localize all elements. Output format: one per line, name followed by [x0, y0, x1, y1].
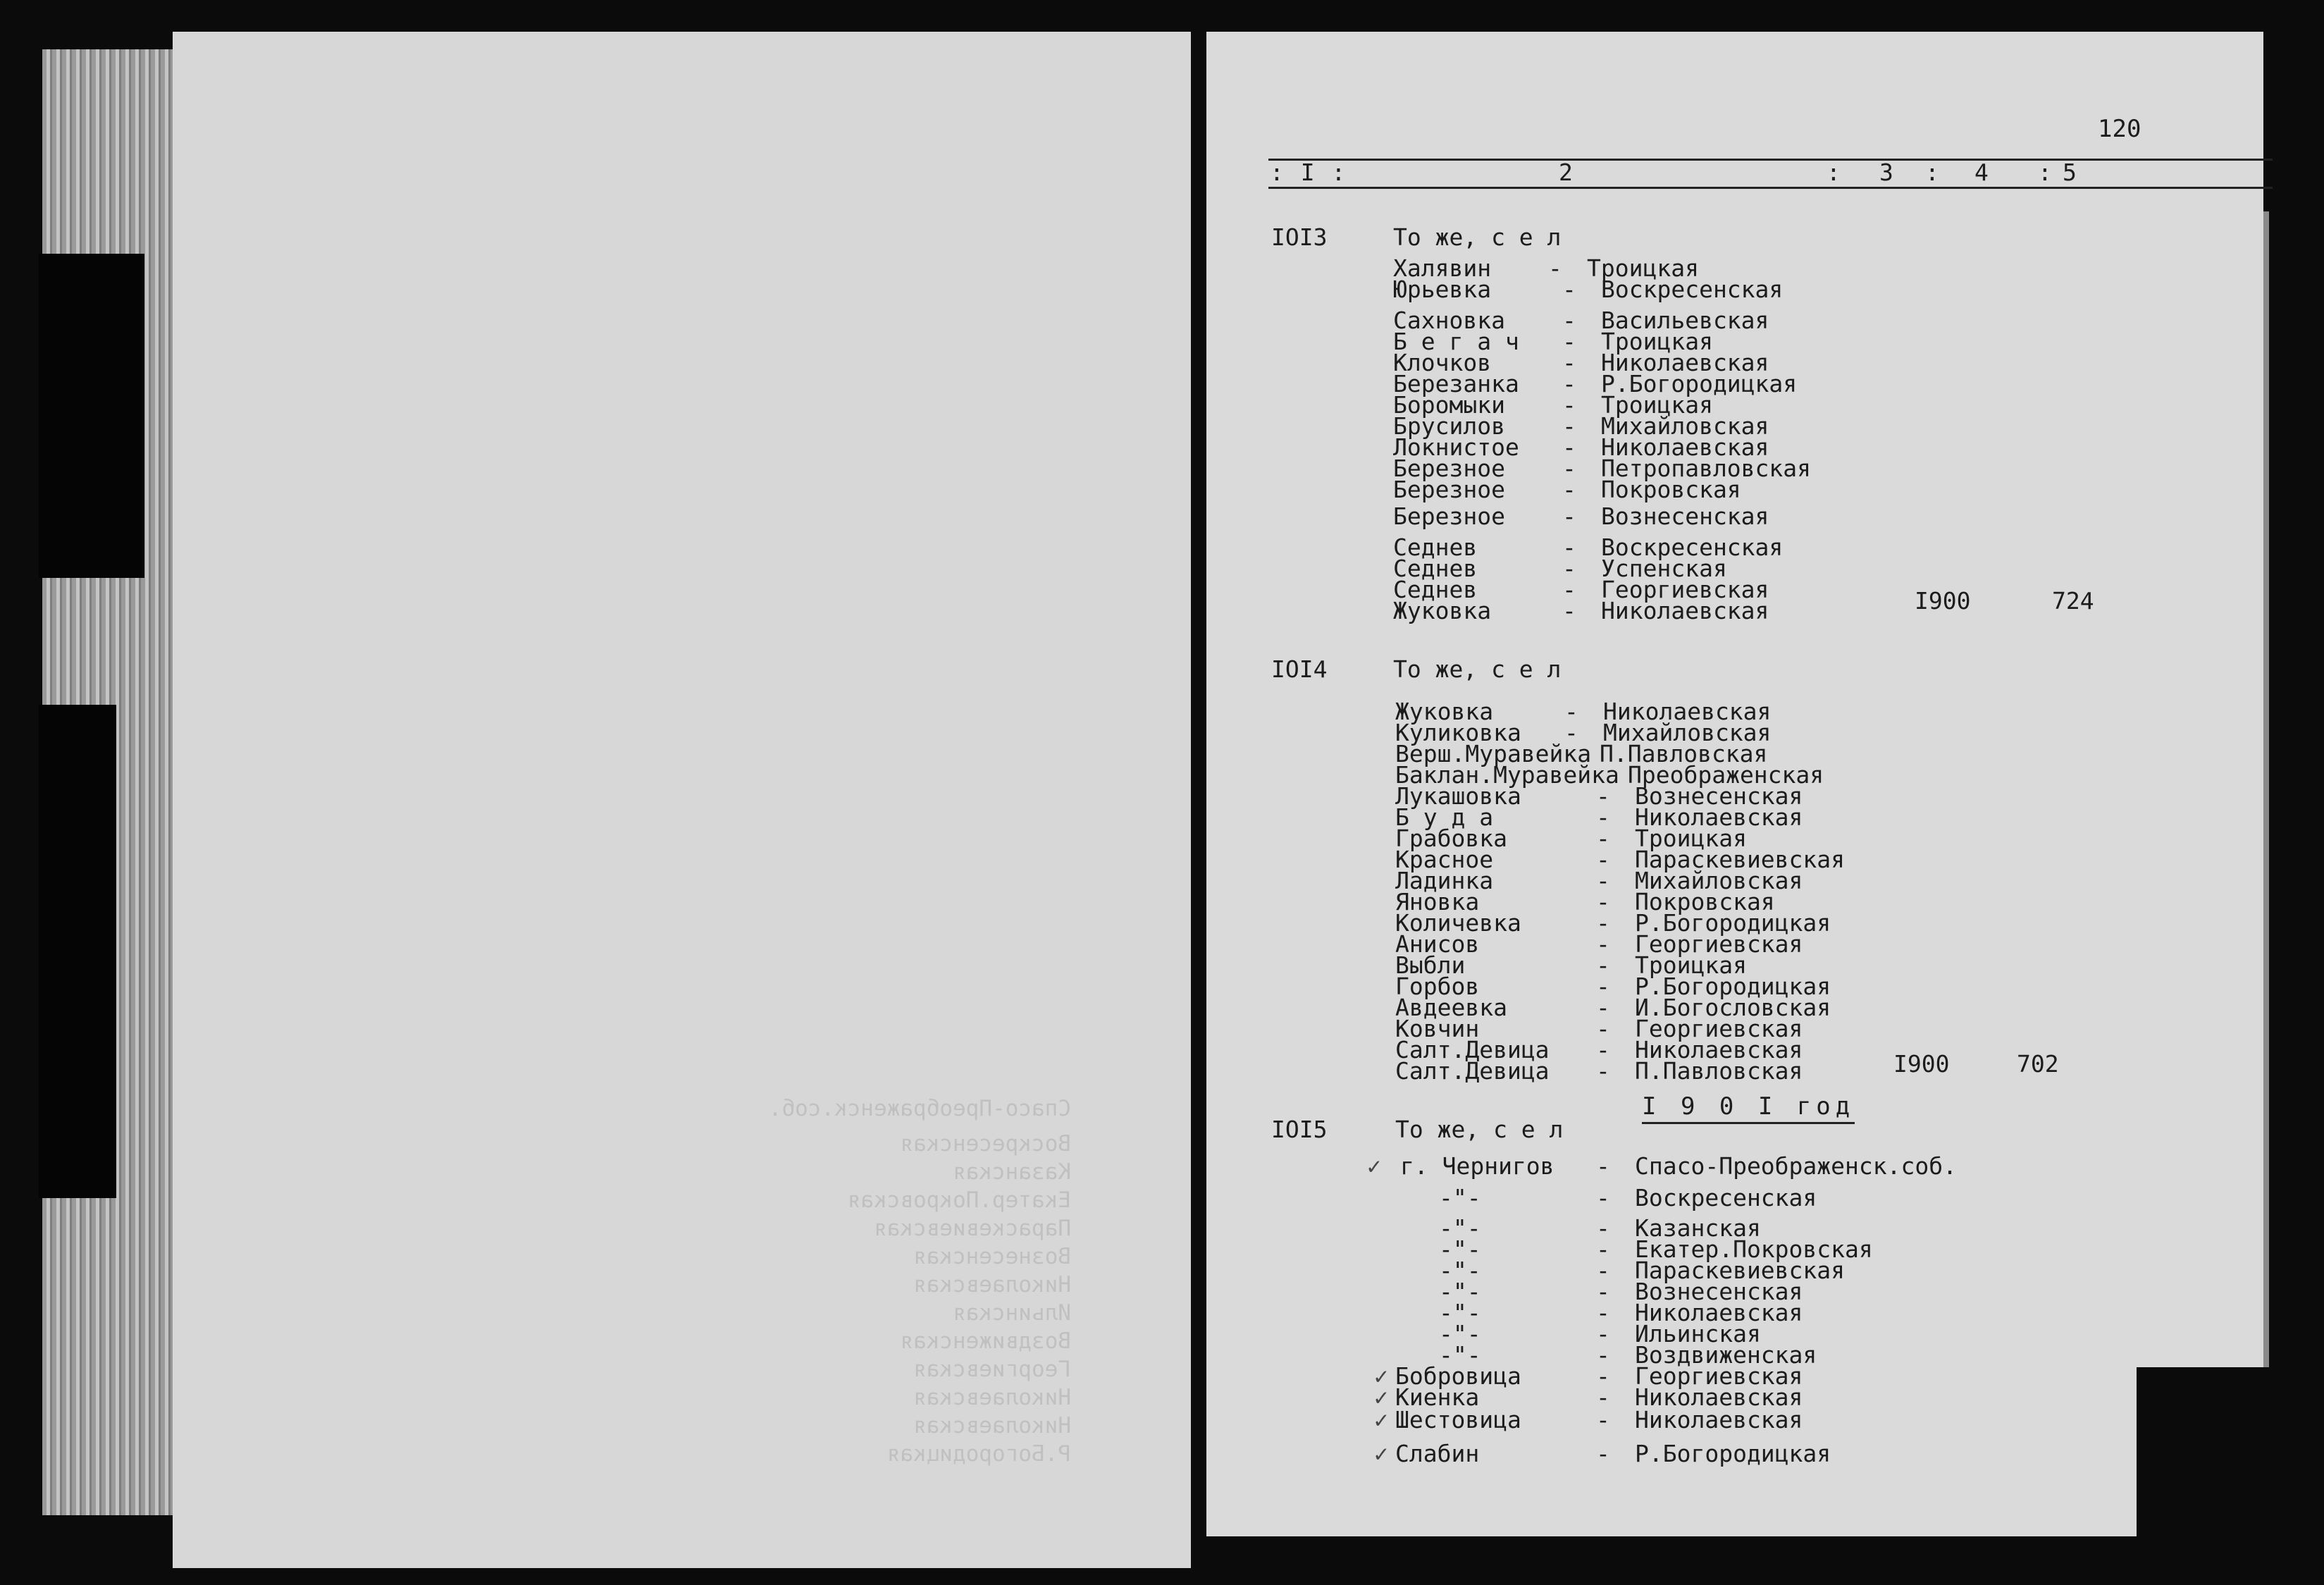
village-name: г. Чернигов [1400, 1152, 1555, 1180]
ghost-line: Николаевская [913, 1385, 1071, 1410]
dash: - [1564, 719, 1578, 746]
dash: - [1596, 1406, 1610, 1433]
dash: - [1564, 698, 1578, 725]
church-name: Казанская [1635, 1214, 1761, 1242]
village-name: Локнистое [1393, 433, 1519, 461]
church-name: П.Павловская [1635, 1057, 1803, 1085]
ghost-line: Казанская [953, 1159, 1071, 1185]
ghost-line: Спасо-Преображенск.соб. [768, 1096, 1071, 1121]
ghost-line: Ильинская [953, 1300, 1071, 1326]
checkmark-icon: ✓ [1367, 1152, 1381, 1180]
column-header-1: : I : [1270, 159, 1347, 186]
church-name: Георгиевская [1635, 1362, 1803, 1390]
dash: - [1562, 307, 1576, 334]
church-name: Вознесенская [1601, 502, 1769, 530]
dash: - [1596, 1341, 1610, 1369]
dash: - [1562, 555, 1576, 582]
church-name: Р.Богородицкая [1635, 973, 1831, 1000]
year-start: I900 [1893, 1050, 1950, 1078]
church-name: Георгиевская [1635, 1015, 1803, 1042]
church-name: Николаевская [1635, 803, 1803, 831]
dash: - [1596, 1152, 1610, 1180]
scan-mask [39, 254, 144, 578]
dash: - [1596, 803, 1610, 831]
dash: - [1596, 1320, 1610, 1347]
village-name: Яновка [1395, 888, 1480, 915]
dash: - [1596, 1257, 1610, 1284]
dash: - [1562, 349, 1576, 376]
table-row [1395, 1406, 1803, 1433]
village-name: Салт.Девица [1395, 1036, 1550, 1063]
dash: - [1562, 476, 1576, 503]
entry-number: IOI5 [1271, 1116, 1328, 1143]
year-start: I900 [1915, 587, 1971, 615]
dash: - [1562, 502, 1576, 530]
ghost-line: Воздвиженская [900, 1328, 1071, 1354]
church-name: Васильевская [1601, 307, 1769, 334]
church-name: И.Богословская [1635, 994, 1831, 1021]
table-row [1439, 1184, 1817, 1211]
bleed-through-text [173, 32, 1191, 1568]
village-name: Боромыки [1393, 391, 1505, 419]
village-name: Лукашовка [1395, 782, 1521, 810]
village-name: Ладинка [1395, 867, 1494, 894]
village-name: Верш.Муравейка [1395, 740, 1592, 767]
dash: - [1596, 1299, 1610, 1326]
checkmark-icon: ✓ [1374, 1362, 1388, 1390]
column-separator: : [2038, 159, 2053, 186]
village-name: Слабин [1395, 1440, 1480, 1467]
dash: - [1596, 909, 1610, 937]
dash: - [1562, 576, 1576, 603]
church-name: П.Павловская [1600, 740, 1768, 767]
church-name: Троицкая [1635, 825, 1747, 852]
church-name: Параскевиевская [1635, 1257, 1846, 1284]
year-heading: I 9 0 I год [1642, 1092, 1855, 1124]
ghost-line: Георгиевская [913, 1357, 1071, 1382]
checkmark-icon: ✓ [1374, 1440, 1388, 1467]
church-name: Николаевская [1635, 1036, 1803, 1063]
village-name: Брусилов [1393, 412, 1505, 440]
column-separator: : [1925, 159, 1941, 186]
village-name: Грабовка [1395, 825, 1507, 852]
church-name: Михайловская [1601, 412, 1769, 440]
dash: - [1596, 846, 1610, 873]
church-name: Р.Богородицкая [1635, 909, 1831, 937]
ghost-line: Параскевиевская [874, 1216, 1071, 1241]
column-header-5: 5 [2063, 159, 2078, 186]
entry-number: IOI3 [1271, 223, 1328, 251]
church-name: Михайловская [1603, 719, 1772, 746]
ghost-line: Воскресенская [900, 1131, 1071, 1157]
year-end: 724 [2052, 587, 2094, 615]
village-name: Салт.Девица [1395, 1057, 1550, 1085]
village-name: Куликовка [1395, 719, 1521, 746]
church-name: Троицкая [1601, 328, 1713, 355]
village-name: Выбли [1395, 951, 1466, 979]
village-name: -"- [1439, 1341, 1481, 1369]
village-name: Жуковка [1393, 597, 1492, 624]
column-separator: : [1827, 159, 1842, 186]
table-row [1393, 502, 1769, 530]
church-name: Параскевиевская [1635, 846, 1846, 873]
village-name: Киенка [1395, 1383, 1480, 1411]
dash: - [1596, 1383, 1610, 1411]
right-page [1206, 32, 2263, 1536]
dash: - [1562, 276, 1576, 303]
dash: - [1596, 782, 1610, 810]
left-page [173, 32, 1191, 1568]
village-name: Б у д а [1395, 803, 1494, 831]
dash: - [1596, 1057, 1610, 1085]
village-name: -"- [1439, 1184, 1481, 1211]
village-name: Березное [1393, 502, 1505, 530]
church-name: Вознесенская [1635, 782, 1803, 810]
dash: - [1562, 455, 1576, 482]
dash: - [1562, 391, 1576, 419]
church-name: Николаевская [1635, 1406, 1803, 1433]
dash: - [1562, 433, 1576, 461]
village-name: Халявин [1393, 254, 1492, 282]
dash: - [1562, 370, 1576, 397]
village-name: -"- [1439, 1214, 1481, 1242]
dash: - [1596, 825, 1610, 852]
church-name: Спасо-Преображенск.соб. [1635, 1152, 1957, 1180]
village-name: Количевка [1395, 909, 1521, 937]
table-row [1393, 597, 1769, 624]
church-name: Воскресенская [1601, 534, 1784, 561]
church-name: Троицкая [1601, 391, 1713, 419]
year-end: 702 [2017, 1050, 2059, 1078]
dash: - [1596, 888, 1610, 915]
dash: - [1596, 973, 1610, 1000]
church-name: Троицкая [1587, 254, 1699, 282]
dash: - [1548, 254, 1562, 282]
church-name: Р.Богородицкая [1635, 1440, 1831, 1467]
village-name: Березанка [1393, 370, 1519, 397]
church-name: Воскресенская [1635, 1184, 1817, 1211]
church-name: Ильинская [1635, 1320, 1761, 1347]
table-row [1395, 1440, 1831, 1467]
dash: - [1596, 1184, 1610, 1211]
checkmark-icon: ✓ [1374, 1406, 1388, 1433]
church-name: Р.Богородицкая [1601, 370, 1798, 397]
church-name: Троицкая [1635, 951, 1747, 979]
column-header-3: 3 [1879, 159, 1895, 186]
village-name: Б е г а ч [1393, 328, 1519, 355]
dash: - [1596, 1214, 1610, 1242]
village-name: -"- [1439, 1235, 1481, 1263]
village-name: -"- [1439, 1257, 1481, 1284]
village-name: -"- [1439, 1278, 1481, 1305]
village-name: -"- [1439, 1299, 1481, 1326]
church-name: Екатер.Покровская [1635, 1235, 1873, 1263]
church-name: Покровская [1601, 476, 1741, 503]
church-name: Николаевская [1601, 433, 1769, 461]
dash: - [1596, 1036, 1610, 1063]
column-header-2: 2 [1559, 159, 1574, 186]
church-name: Воздвиженская [1635, 1341, 1817, 1369]
ghost-line: Николаевская [913, 1413, 1071, 1438]
village-name: Ковчин [1395, 1015, 1480, 1042]
section-title: То же, с е л [1393, 655, 1562, 683]
church-name: Николаевская [1635, 1383, 1803, 1411]
church-name: Георгиевская [1601, 576, 1769, 603]
village-name: Седнев [1393, 555, 1478, 582]
column-header-4: 4 [1974, 159, 1990, 186]
table-row [1393, 276, 1784, 303]
table-row [1393, 476, 1741, 503]
entry-number: IOI4 [1271, 655, 1328, 683]
village-name: Горбов [1395, 973, 1480, 1000]
village-name: Сахновка [1393, 307, 1505, 334]
church-name: Успенская [1601, 555, 1727, 582]
church-name: Николаевская [1635, 1299, 1803, 1326]
table-row [1395, 1057, 1803, 1085]
dash: - [1562, 412, 1576, 440]
dash: - [1596, 1362, 1610, 1390]
table-row [1400, 1152, 1957, 1180]
section-title: То же, с е л [1395, 1116, 1564, 1143]
church-name: Вознесенская [1635, 1278, 1803, 1305]
village-name: Березное [1393, 455, 1505, 482]
village-name: Юрьевка [1393, 276, 1492, 303]
dash: - [1596, 1440, 1610, 1467]
dash: - [1596, 867, 1610, 894]
dash: - [1562, 328, 1576, 355]
village-name: Авдеевка [1395, 994, 1507, 1021]
village-name: Жуковка [1395, 698, 1494, 725]
ghost-line: Екатер.Покровская [847, 1188, 1071, 1213]
dash: - [1596, 994, 1610, 1021]
header-rule-bottom [1268, 187, 2273, 189]
dash: - [1596, 1015, 1610, 1042]
dash: - [1596, 951, 1610, 979]
church-name: Николаевская [1601, 597, 1769, 624]
dash: - [1596, 1235, 1610, 1263]
village-name: Клочков [1393, 349, 1492, 376]
dash: - [1562, 534, 1576, 561]
section-title: То же, с е л [1393, 223, 1562, 251]
dash: - [1596, 1278, 1610, 1305]
page-number: 120 [2098, 115, 2141, 143]
torn-corner [2137, 1367, 2277, 1550]
header-rule-top [1268, 159, 2273, 161]
village-name: Баклан.Муравейка [1395, 761, 1619, 789]
church-name: Петропавловская [1601, 455, 1812, 482]
ghost-line: Вознесенская [913, 1244, 1071, 1269]
ghost-line: Николаевская [913, 1272, 1071, 1297]
checkmark-icon: ✓ [1374, 1383, 1388, 1411]
dash: - [1596, 930, 1610, 958]
village-name: -"- [1439, 1320, 1481, 1347]
village-name: Анисов [1395, 930, 1480, 958]
village-name: Бобровица [1395, 1362, 1521, 1390]
village-name: Седнев [1393, 576, 1478, 603]
village-name: Шестовица [1395, 1406, 1521, 1433]
church-name: Николаевская [1601, 349, 1769, 376]
church-name: Воскресенская [1601, 276, 1784, 303]
church-name: Николаевская [1603, 698, 1772, 725]
church-name: Михайловская [1635, 867, 1803, 894]
village-name: Седнев [1393, 534, 1478, 561]
dash: - [1562, 597, 1576, 624]
church-name: Покровская [1635, 888, 1775, 915]
scan-mask [39, 705, 116, 1198]
church-name: Преображенская [1628, 761, 1824, 789]
church-name: Георгиевская [1635, 930, 1803, 958]
village-name: Березное [1393, 476, 1505, 503]
village-name: Красное [1395, 846, 1494, 873]
ghost-line: Р.Богородицкая [886, 1441, 1071, 1467]
